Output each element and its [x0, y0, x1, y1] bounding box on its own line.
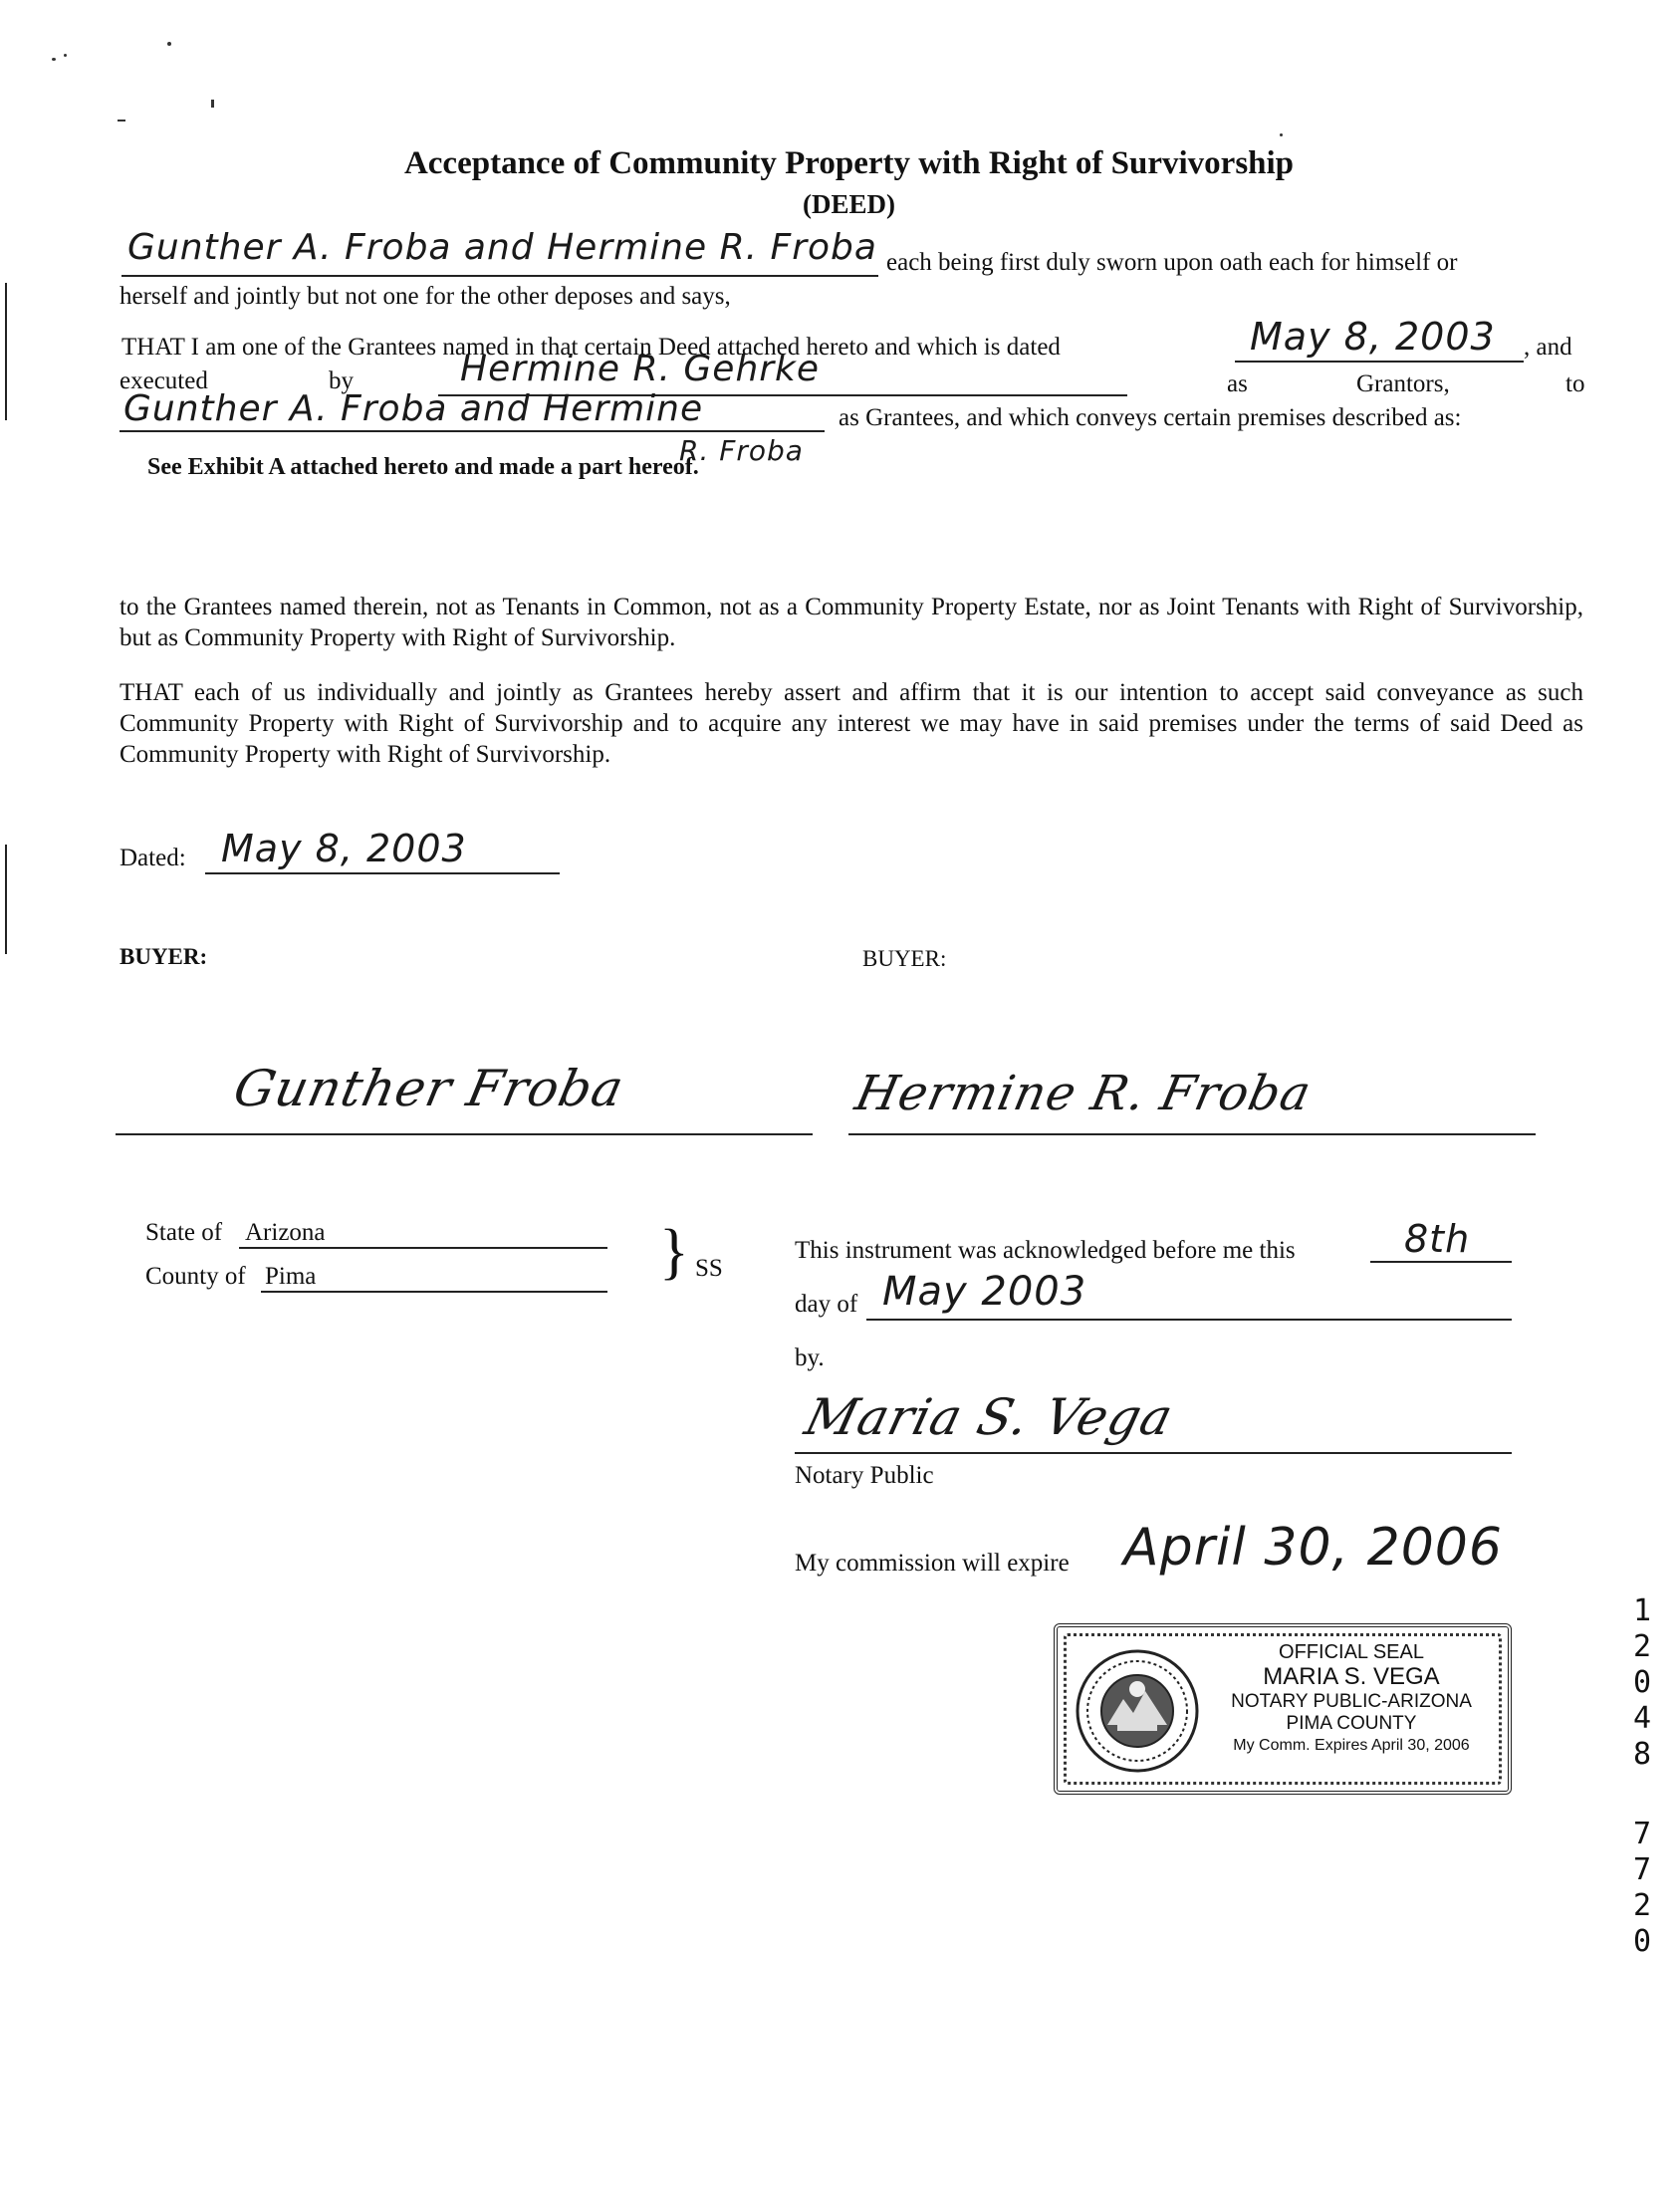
seal-notary-name: MARIA S. VEGA	[1263, 1663, 1440, 1690]
recording-digit: 2	[1632, 1888, 1652, 1923]
as-grantees-text: as Grantees, and which conveys certain premises described as:	[839, 404, 1462, 431]
recording-digit: 0	[1632, 1665, 1652, 1700]
signature-line-right	[848, 1133, 1536, 1135]
paragraph-tenancy: to the Grantees named therein, not as Tenants in Common, not as a Community Property Estate, nor as Joint Tenants with Right of Survivorship, but as Community Property with Right of Survivorship.	[120, 594, 1583, 651]
exhibit-reference: See Exhibit A attached hereto and made a part hereof.	[147, 454, 699, 480]
recording-digit-gap	[1627, 1773, 1657, 1817]
recording-digit: 0	[1632, 1924, 1652, 1959]
signature-notary: Maria S. Vega	[799, 1388, 1180, 1446]
document-title: Acceptance of Community Property with Right of Survivorship	[403, 145, 1295, 181]
county-label: County of	[145, 1263, 246, 1290]
buyer-label-left: BUYER:	[120, 944, 208, 969]
recording-digit: 4	[1632, 1701, 1652, 1736]
handwritten-deed-date: May 8, 2003	[1250, 315, 1496, 359]
seal-expiration: My Comm. Expires April 30, 2006	[1233, 1737, 1470, 1754]
handwritten-grantor: Hermine R. Gehrke	[460, 349, 821, 389]
recording-number	[1627, 1593, 1657, 1960]
handwritten-dated-value: May 8, 2003	[221, 827, 467, 870]
seal-title: OFFICIAL SEAL	[1279, 1641, 1424, 1663]
margin-mark	[5, 283, 7, 420]
venue-brace: }	[659, 1218, 689, 1286]
recording-digit: 2	[1632, 1629, 1652, 1664]
recording-digit: 8	[1632, 1737, 1652, 1772]
scan-speck	[211, 100, 214, 108]
recording-digit: 1	[1632, 1593, 1652, 1628]
arizona-seal-icon	[1074, 1647, 1201, 1775]
margin-mark	[5, 845, 7, 954]
deed-date-line	[1235, 361, 1524, 363]
and-text: , and	[1524, 334, 1572, 361]
handwritten-day: 8th	[1404, 1217, 1471, 1261]
dated-line	[205, 872, 560, 874]
scan-speck	[1280, 133, 1283, 136]
to-label: to	[1565, 370, 1585, 397]
signature-hermine: Hermine R. Froba	[850, 1066, 1317, 1121]
seal-text-block	[1207, 1641, 1496, 1757]
seal-county: PIMA COUNTY	[1286, 1713, 1417, 1734]
dated-label: Dated:	[120, 845, 186, 871]
notary-signature-line	[795, 1452, 1512, 1454]
notary-public-label: Notary Public	[795, 1462, 934, 1489]
grantees-name-line	[121, 275, 878, 277]
ss-label: SS	[695, 1255, 723, 1282]
recording-digit: 7	[1632, 1852, 1652, 1887]
handwritten-month-year: May 2003	[882, 1269, 1087, 1315]
seal-notary-state: NOTARY PUBLIC-ARIZONA	[1231, 1691, 1472, 1712]
document-subtitle: (DEED)	[803, 189, 895, 219]
executed-label: executed	[120, 367, 208, 394]
signature-line-left	[116, 1133, 813, 1135]
state-value: Arizona	[245, 1219, 326, 1246]
signature-gunther: Gunther Froba	[228, 1060, 629, 1117]
handwritten-grantees: Gunther A. Froba and Hermine	[123, 388, 704, 429]
day-line	[1370, 1261, 1512, 1263]
state-line	[239, 1247, 607, 1249]
handwritten-commission-date: April 30, 2006	[1123, 1518, 1503, 1578]
intro-text: each being first duly sworn upon oath each for himself or	[886, 249, 1458, 276]
recording-digit: 7	[1632, 1817, 1652, 1851]
buyer-label-right: BUYER:	[862, 946, 947, 971]
scan-speck	[118, 120, 125, 122]
scan-speck	[167, 42, 171, 46]
grantees-line	[120, 430, 825, 432]
county-line	[261, 1291, 607, 1293]
by-label: by	[329, 367, 354, 394]
handwritten-grantees-continued: R. Froba	[679, 434, 804, 467]
that-clause-text: THAT I am one of the Grantees named in that certain Deed attached hereto and which is dated	[121, 334, 1061, 361]
day-of-label: day of	[795, 1291, 858, 1318]
paragraph-affirmation: THAT each of us individually and jointly as Grantees hereby assert and affirm that it is our intention to accept said conveyance as such Community Property with Right of Survivorship and to acquire any interest we may have in said premises under the terms of said Deed as Community Property with Right of Survivorship.	[120, 679, 1583, 768]
county-value: Pima	[265, 1263, 317, 1290]
scan-speck	[52, 58, 56, 61]
as-label: as	[1227, 370, 1248, 397]
official-seal-stamp	[1054, 1623, 1512, 1795]
by-ack-label: by.	[795, 1344, 825, 1371]
month-year-line	[866, 1319, 1512, 1321]
handwritten-grantees-names: Gunther A. Froba and Hermine R. Froba	[127, 227, 877, 268]
acknowledgment-text: This instrument was acknowledged before me this	[795, 1237, 1296, 1264]
intro-text-line2: herself and jointly but not one for the other deposes and says,	[120, 283, 731, 310]
state-label: State of	[145, 1219, 223, 1246]
scan-speck	[64, 54, 67, 57]
commission-label: My commission will expire	[795, 1550, 1070, 1577]
grantors-label: Grantors,	[1356, 370, 1450, 397]
